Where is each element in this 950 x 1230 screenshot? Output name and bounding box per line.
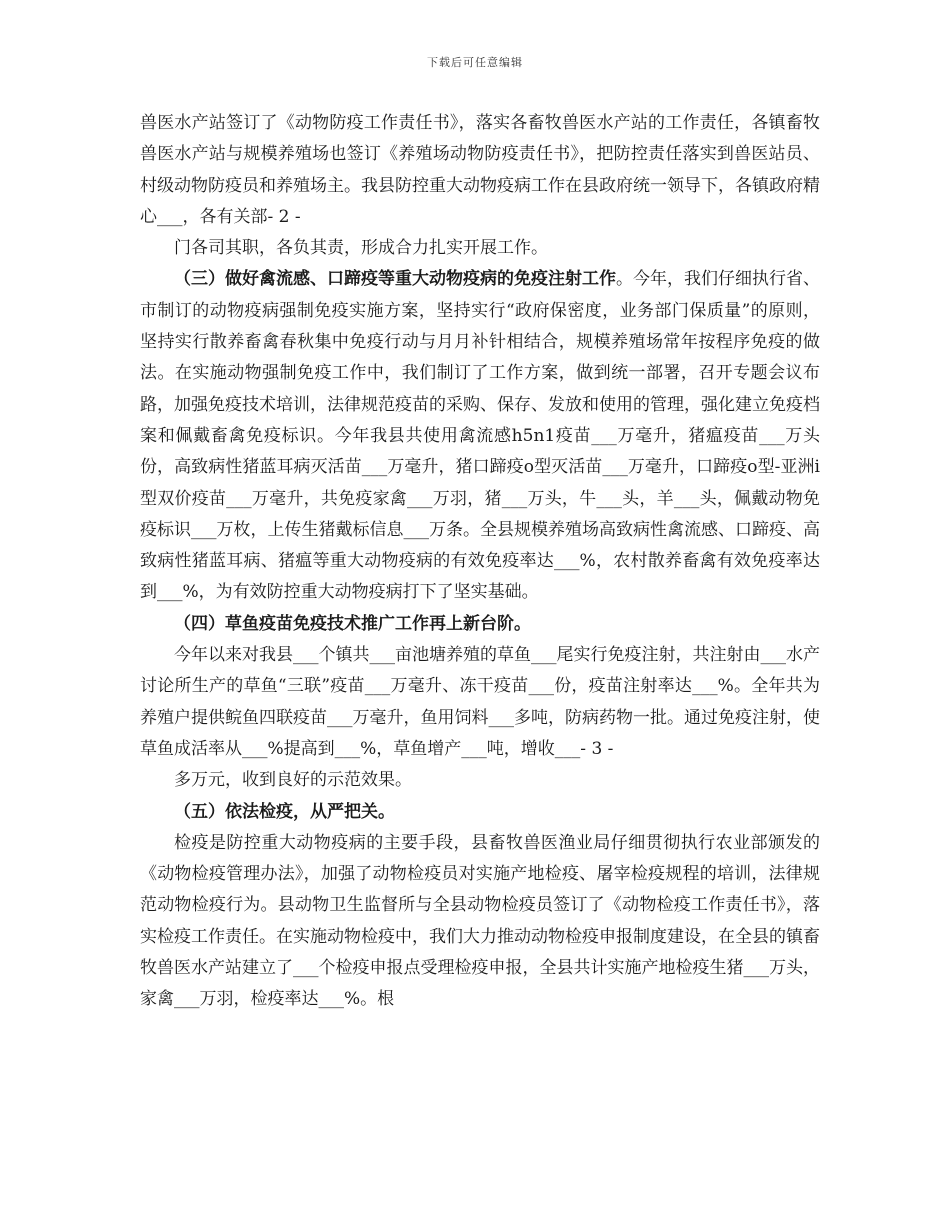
paragraph-5-text: 今年以来对我县___个镇共___亩池塘养殖的草鱼___尾实行免疫注射，共注射由___水产讨论所生产的草鱼“三联”疫苗___万毫升、冻干疫苗___份，疫苗注射率达___%。全年共为养殖户提供鲩鱼四联疫苗___万毫升，鱼用饲料___多吨，防病药物一批。通过免疫注射，使草鱼成活率从___%提高到___%，草鱼增产___吨，增收___- 3 - [140, 645, 820, 759]
paragraph-1 [140, 108, 820, 233]
paragraph-6 [140, 765, 820, 796]
document-body [140, 108, 820, 1016]
paragraph-4 [140, 609, 820, 640]
paragraph-8 [140, 828, 820, 1016]
paragraph-2 [140, 233, 820, 264]
paragraph-6-text: 多万元，收到良好的示范效果。 [174, 770, 412, 791]
paragraph-5 [140, 640, 820, 765]
paragraph-1-text: 兽医水产站签订了《动物防疫工作责任书》，落实各畜牧兽医水产站的工作责任，各镇畜牧兽医水产站与规模养殖场也签订《养殖场动物防疫责任书》，把防控责任落实到兽医站员、村级动物防疫员和养殖场主。我县防控重大动物疫病工作在县政府统一领导下，各镇政府精心___，各有关部- 2 - [140, 113, 820, 227]
paragraph-3 [140, 264, 820, 608]
section-heading-5: （五）依法检疫，从严把关。 [174, 801, 395, 822]
paragraph-8-text: 检疫是防控重大动物疫病的主要手段，县畜牧兽医渔业局仔细贯彻执行农业部颁发的《动物检疫管理办法》，加强了动物检疫员对实施产地检疫、屠宰检疫规程的培训，法律规范动物检疫行为。县动物卫生监督所与全县动物检疫员签订了《动物检疫工作责任书》，落实检疫工作责任。在实施动物检疫中，我们大力推动动物检疫申报制度建设，在全县的镇畜牧兽医水产站建立了___个检疫申报点受理检疫申报，全县共计实施产地检疫生猪___万头，家禽___万羽，检疫率达___%。根 [140, 832, 820, 1010]
section-heading-4: （四）草鱼疫苗免疫技术推广工作再上新台阶。 [174, 613, 531, 634]
page-header: 下载后可任意编辑 [427, 56, 523, 69]
section-heading-3: （三）做好禽流感、口蹄疫等重大动物疫病的免疫注射工作 [174, 269, 616, 290]
paragraph-3-text: 。今年，我们仔细执行省、市制订的动物疫病强制免疫实施方案，坚持实行“政府保密度，业务部门保质量”的原则，坚持实行散养畜禽春秋集中免疫行动与月月补针相结合，规模养殖场常年按程序免疫的做法。在实施动物强制免疫工作中，我们制订了工作方案，做到统一部署，召开专题会议布路，加强免疫技术培训，法律规范疫苗的采购、保存、发放和使用的管理，强化建立免疫档案和佩戴畜禽免疫标识。今年我县共使用禽流感h5n1疫苗___万毫升，猪瘟疫苗___万头份，高致病性猪蓝耳病灭活苗___万毫升，猪口蹄疫o型灭活苗___万毫升，口蹄疫o型-亚洲i型双价疫苗___万毫升，共免疫家禽___万羽，猪___万头，牛___头，羊___头，佩戴动物免疫标识___万枚，上传生猪戴标信息___万条。全县规模养殖场高致病性禽流感、口蹄疫、高致病性猪蓝耳病、猪瘟等重大动物疫病的有效免疫率达___%，农村散养畜禽有效免疫率达到___%，为有效防控重大动物疫病打下了坚实基础。 [140, 269, 820, 603]
paragraph-7 [140, 797, 820, 828]
paragraph-2-text: 门各司其职，各负其责，形成合力扎实开展工作。 [174, 238, 548, 259]
